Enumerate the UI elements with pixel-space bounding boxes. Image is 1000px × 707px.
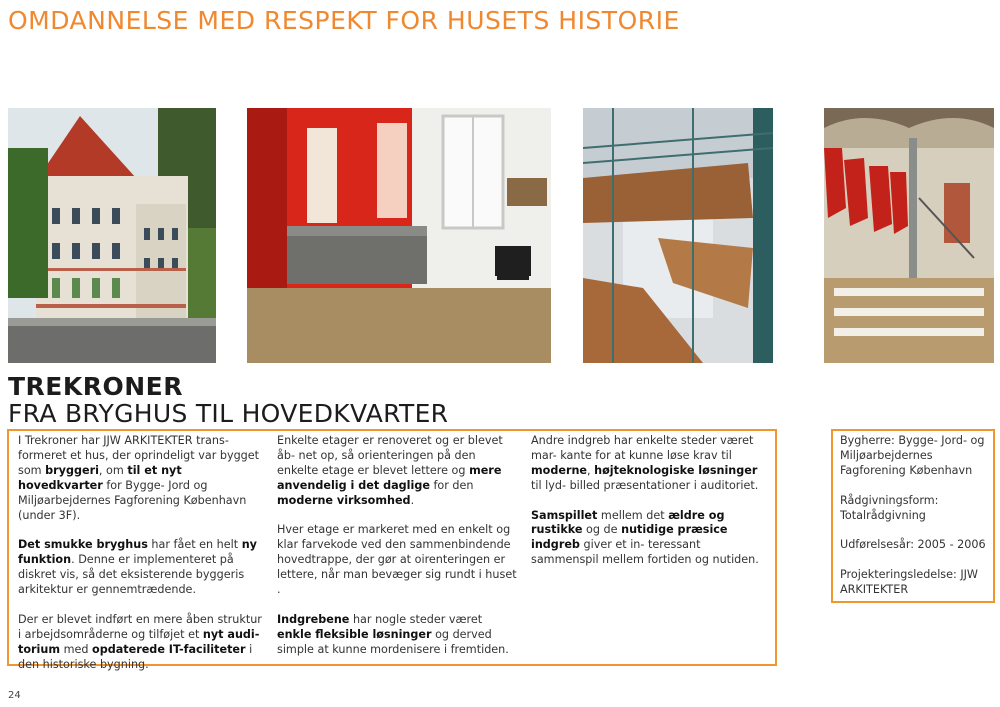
bold-phrase: enkle fleksible løsninger [277, 627, 432, 641]
text-column-1 [18, 434, 266, 687]
bold-phrase: Det smukke bryghus [18, 538, 148, 552]
bold-phrase: højteknologiske løsninger [594, 463, 758, 477]
text-run: har nogle steder været [349, 612, 483, 626]
text-run: mellem det [597, 508, 669, 522]
text-run: for den [429, 478, 474, 492]
text-run: i den historiske bygning. [18, 642, 253, 671]
paragraph [531, 509, 771, 569]
fact-consultancy: Rådgivningsform: Totalrådgivning [840, 493, 939, 522]
text-run: Der er blevet indført en mere åben struktur i arbejdsområderne og tilføjet et [18, 612, 262, 641]
bold-phrase: nutidige præsice indgreb [531, 523, 728, 552]
fact-project-management: Projekteringsledelse: JJW ARKITEKTER [840, 568, 978, 597]
paragraph [277, 434, 517, 509]
paragraph [531, 434, 771, 494]
bold-phrase: bryggeri [45, 463, 99, 477]
text-run: giver et in- teressant sammenspil mellem fortiden og nutiden. [531, 538, 759, 567]
paragraph [277, 613, 517, 658]
text-column-3 [531, 434, 771, 583]
paragraph [18, 434, 266, 523]
bold-phrase: ældre og rustikke [531, 508, 725, 537]
text-run: til lyd- billed præsentationer i auditoriet. [531, 478, 759, 492]
text-run: Hver etage er markeret med en enkelt og klar farvekode ved den sammenbindende hovedtrappe, der gør at oirenteringen er lettere, når man bevæger sig rundt i huset . [277, 523, 517, 597]
fact-year: Udførelsesår: 2005 - 2006 [840, 538, 986, 552]
bold-phrase: moderne [531, 463, 588, 477]
text-run: har fået en helt [147, 538, 242, 552]
bold-phrase: opdaterede IT-faciliteter [92, 642, 246, 656]
fact-client: Bygherre: Bygge- Jord- og Miljøarbejdernes Fagforening København [840, 434, 985, 477]
bold-phrase: nyt audi- torium [18, 627, 260, 656]
text-run: og de [582, 523, 622, 537]
project-subtitle: FRA BRYGHUS TIL HOVEDKVARTER [8, 399, 449, 428]
text-run: med [60, 642, 93, 656]
text-run: , om [98, 463, 128, 477]
text-column-2 [277, 434, 517, 672]
text-run: I Trekroner har JJW ARKITEKTER trans- formeret et hus, der oprindeligt var bygget som [18, 434, 260, 477]
page-number: 24 [8, 690, 21, 701]
text-run: for Bygge- Jord og Miljøarbejdernes Fagforening København (under 3F). [18, 478, 247, 522]
text-run: Enkelte etager er renoveret og er blevet åb- net op, så orienteringen på den enkelte etage er blevet lettere og [277, 434, 503, 477]
text-run: . Denne er implementeret på diskret vis, så det eksisterende byggeris arkitektur er gennemtrædende. [18, 553, 245, 597]
project-facts [840, 434, 992, 613]
photo-brewery-exterior [8, 108, 216, 363]
bold-phrase: ny funktion [18, 538, 257, 567]
bold-phrase: til et nyt hovedkvarter [18, 463, 182, 492]
project-title: TREKRONER [8, 372, 184, 401]
bold-phrase: Indgrebene [277, 612, 350, 626]
text-run: og derved simple at kunne mordenisere i fremtiden. [277, 627, 509, 656]
paragraph [18, 538, 266, 598]
text-run: Andre indgreb har enkelte steder været mar- kante for at kunne løse krav til [531, 434, 754, 462]
page-header: OMDANNELSE MED RESPEKT FOR HUSETS HISTORIE [8, 6, 680, 35]
photo-red-interior [247, 108, 551, 363]
bold-phrase: Samspillet [531, 508, 598, 522]
text-run: , [587, 463, 595, 477]
photo-auditorium-hall [824, 108, 994, 363]
bold-phrase: mere anvendelig i det daglige [277, 463, 502, 492]
paragraph [18, 613, 266, 673]
paragraph [277, 523, 517, 598]
bold-phrase: moderne virksomhed [277, 493, 411, 507]
text-run: . [410, 493, 415, 507]
photo-staircase [583, 108, 773, 363]
